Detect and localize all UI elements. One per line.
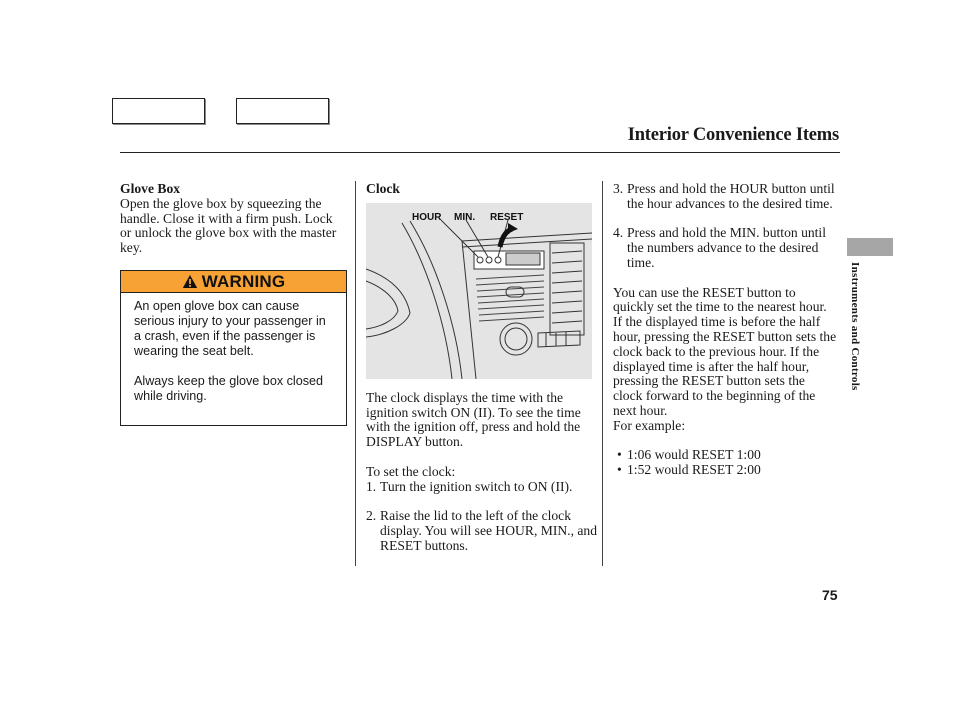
step-number: 3. bbox=[613, 181, 624, 196]
step-number: 4. bbox=[613, 225, 624, 241]
step-item bbox=[366, 509, 598, 553]
warning-header bbox=[121, 271, 346, 293]
column-divider bbox=[602, 181, 603, 566]
clock-section-continued bbox=[613, 182, 837, 478]
page-title: Interior Convenience Items bbox=[627, 125, 839, 145]
section-tab bbox=[847, 238, 893, 256]
warning-body bbox=[121, 293, 346, 404]
glove-box-body: Open the glove box by squeezing the handle. Close it with a firm push. Lock or unlock the glove box with the master key. bbox=[120, 195, 337, 256]
next-page-button[interactable] bbox=[236, 98, 329, 124]
step-text: Press and hold the HOUR button until the hour advances to the desired time. bbox=[627, 181, 835, 211]
min-label: MIN. bbox=[454, 211, 476, 223]
reset-label: RESET bbox=[490, 211, 524, 223]
step-text: Raise the lid to the left of the clock display. You will see HOUR, MIN., and RESET buttons. bbox=[380, 508, 597, 553]
example-text: 1:06 would RESET 1:00 bbox=[627, 447, 761, 463]
set-clock-label: To set the clock: bbox=[366, 463, 456, 479]
step-text: Turn the ignition switch to ON (II). bbox=[380, 478, 573, 494]
clock-section bbox=[366, 182, 598, 554]
bullet-dot: • bbox=[617, 462, 622, 478]
bullet-dot: • bbox=[617, 447, 622, 463]
warning-label: WARNING bbox=[201, 271, 286, 291]
warning-box bbox=[120, 270, 347, 426]
clock-intro: The clock displays the time with the ignition switch ON (II). To see the time with the ignition off, press and hold the DISPLAY button. bbox=[366, 389, 581, 450]
reset-explanation: You can use the RESET button to quickly set the time to the nearest hour. If the displayed time is before the half hour, pressing the RESET button sets the clock back to the previous hour. If the displayed time is after the half hour, pressing the RESET button sets the clock forward to the beginning of the next hour. bbox=[613, 284, 837, 418]
glove-box-section bbox=[120, 182, 346, 256]
page-number: 75 bbox=[822, 587, 838, 603]
glove-box-heading: Glove Box bbox=[120, 181, 181, 196]
step-item bbox=[366, 480, 598, 495]
step-item bbox=[613, 226, 837, 270]
step-number: 1. bbox=[366, 478, 377, 494]
warning-text-2: Always keep the glove box closed while driving. bbox=[134, 374, 324, 403]
title-divider bbox=[120, 152, 840, 153]
step-text: Press and hold the MIN. button until the numbers advance to the desired time. bbox=[627, 225, 826, 270]
example-text: 1:52 would RESET 2:00 bbox=[627, 462, 761, 478]
step-item bbox=[613, 182, 837, 212]
example-label: For example: bbox=[613, 417, 686, 433]
warning-text-1: An open glove box can cause serious injury to your passenger in a crash, even if the passenger is wearing the seat belt. bbox=[134, 299, 326, 358]
hour-label: HOUR bbox=[412, 211, 442, 223]
dashboard-drawing bbox=[366, 203, 592, 379]
warning-triangle-icon bbox=[182, 274, 198, 289]
list-item bbox=[613, 463, 837, 478]
step-number: 2. bbox=[366, 508, 377, 524]
list-item bbox=[613, 448, 837, 463]
previous-page-button[interactable] bbox=[112, 98, 205, 124]
clock-illustration bbox=[366, 203, 592, 379]
section-label: Instruments and Controls bbox=[849, 262, 861, 391]
clock-heading: Clock bbox=[366, 181, 400, 196]
column-divider bbox=[355, 181, 356, 566]
